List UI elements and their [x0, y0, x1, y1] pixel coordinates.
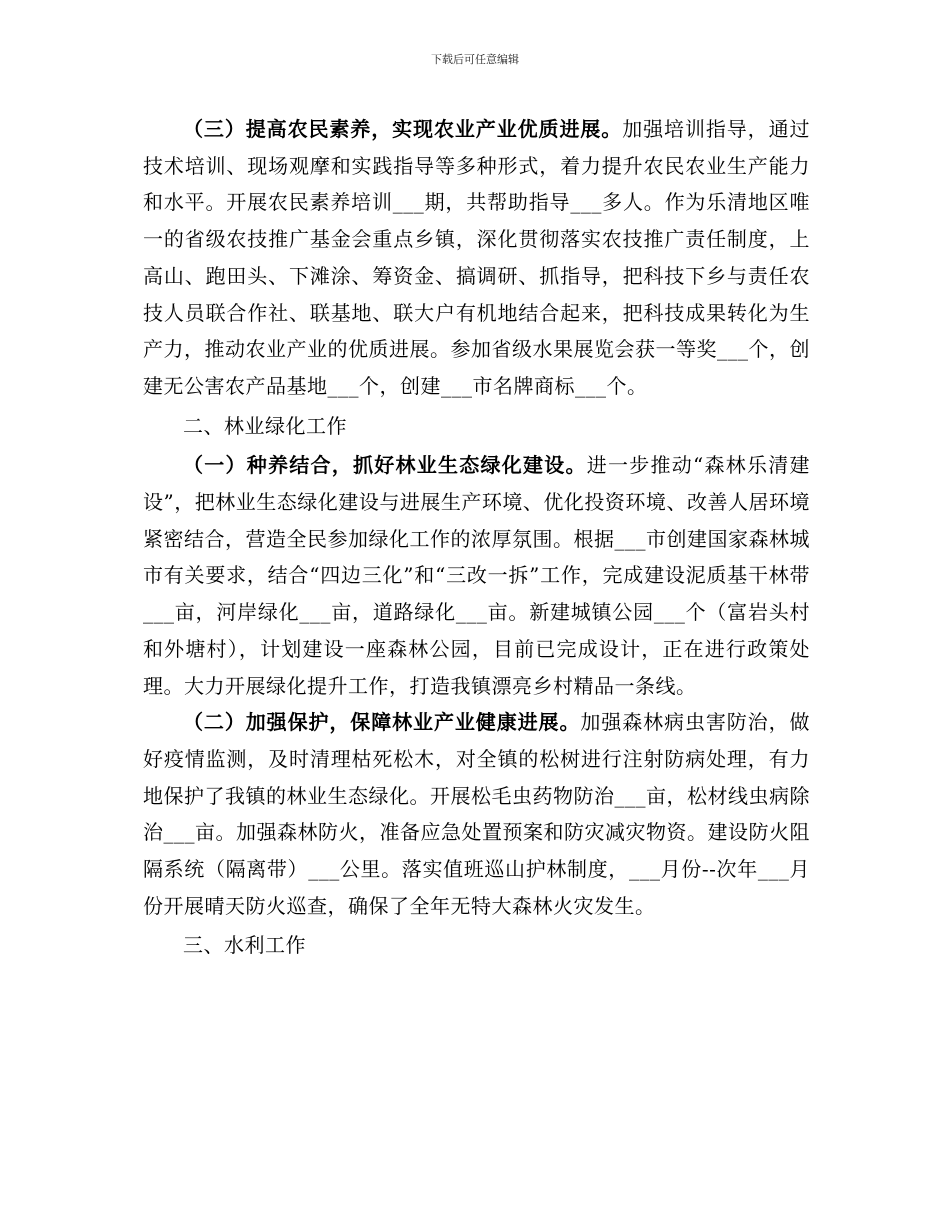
section-heading-water-conservancy: 三、水利工作	[183, 933, 306, 958]
document-body	[143, 111, 810, 967]
paragraph-forestry-protection	[143, 704, 810, 924]
section-heading-forestry: 二、林业绿化工作	[183, 413, 347, 438]
paragraph-lead-heading: （二）加强保护，保障林业产业健康进展。	[183, 710, 581, 735]
paragraph-text: 进一步推动“森林乐清建设”，把林业生态绿化建设与进展生产环境、优化投资环境、改善人居环境紧密结合，营造全民参加绿化工作的浓厚氛围。根据___市创建国家森林城市有关要求，结合“四边三化”和“三改一拆”工作，完成建设泥质基干林带___亩，河岸绿化___亩，道路绿化___亩。新建城镇公园___个（富岩头村和外塘村），计划建设一座森林公园，目前已完成设计，正在进行政策处理。大力开展绿化提升工作，打造我镇漂亮乡村精品一条线。	[143, 453, 810, 698]
paragraph-text: 加强森林病虫害防治，做好疫情监测，及时清理枯死松木，对全镇的松树进行注射防病处理，有力地保护了我镇的林业生态绿化。开展松毛虫药物防治___亩，松材线虫病除治___亩。加强森林防火，准备应急处置预案和防灾减灾物资。建设防火阻隔系统（隔离带）___公里。落实值班巡山护林制度，___月份--次年___月份开展晴天防火巡查，确保了全年无特大森林火灾发生。	[143, 710, 811, 918]
paragraph-forestry-greening	[143, 447, 810, 704]
paragraph-lead-heading: （三）提高农民素养，实现农业产业优质进展。	[183, 117, 623, 141]
paragraph-text: 加强培训指导，通过技术培训、现场观摩和实践指导等多种形式，着力提升农民农业生产能力和水平。开展农民素养培训___期，共帮助指导___多人。作为乐清地区唯一的省级农技推广基金会重点乡镇，深化贯彻落实农技推广责任制度，上高山、跑田头、下滩涂、筹资金、搞调研、抓指导，把科技下乡与责任农技人员联合作社、联基地、联大户有机地结合起来，把科技成果转化为生产力，推动农业产业的优质进展。参加省级水果展览会获一等奖___个，创建无公害农产品基地___个，创建___市名牌商标___个。	[143, 117, 811, 398]
paragraph-improve-farmer-literacy	[143, 111, 810, 405]
paragraph-lead-heading: （一）种养结合，抓好林业生态绿化建设。	[183, 453, 587, 478]
page-header: 下载后可任意编辑	[431, 53, 519, 66]
